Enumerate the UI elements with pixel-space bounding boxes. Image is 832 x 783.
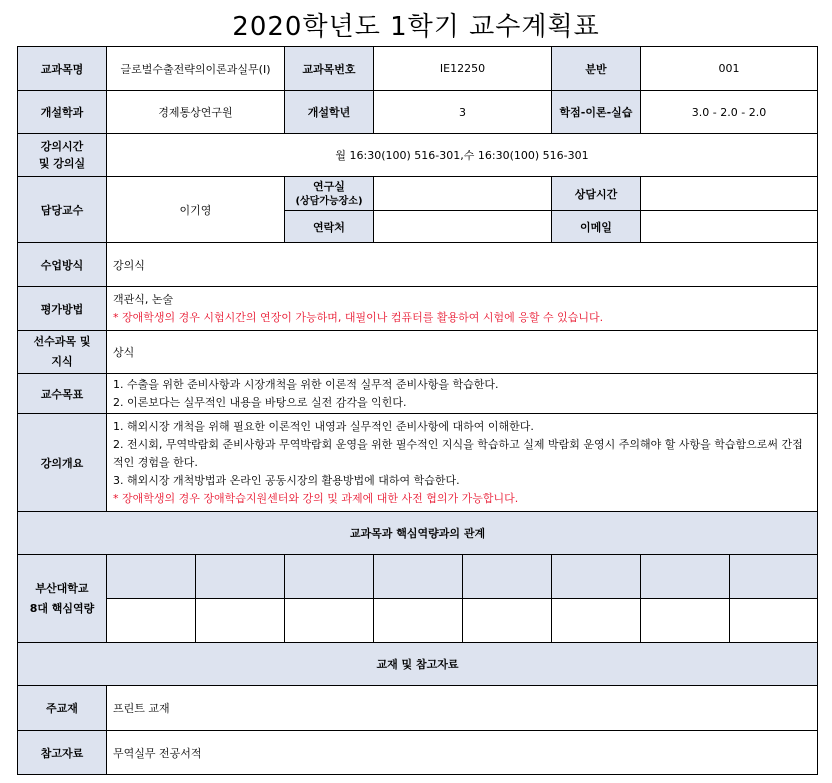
consult-hours-label: 상담시간 (552, 177, 641, 211)
section-value: 001 (641, 47, 818, 91)
core-competency-label: 부산대학교 8대 핵심역량 (18, 555, 107, 643)
credit-value: 3.0 - 2.0 - 2.0 (641, 91, 818, 134)
materials-section-title: 교재 및 참고자료 (18, 643, 818, 686)
teaching-goal-cell (107, 374, 818, 414)
professor-label: 담당교수 (18, 177, 107, 243)
competency-value-cell (107, 599, 196, 643)
prerequisite-value: 상식 (107, 331, 818, 374)
course-name-value: 글로벌수출전략의이론과실무(Ⅰ) (107, 47, 285, 91)
course-overview-line: 2. 전시회, 무역박람회 준비사항과 무역박람회 운영을 위한 필수적인 지식을 학습하고 실제 박람회 운영시 주의해야 할 사항을 학습함으로써 간접적인 경험을 한다. (113, 437, 803, 469)
teaching-goal-label: 교수목표 (18, 374, 107, 414)
competency-header-cell (552, 555, 641, 599)
evaluation-value: 객관식, 논술 (113, 292, 174, 306)
consult-hours-value (641, 177, 818, 211)
competency-value-cell (374, 599, 463, 643)
competency-header-cell (463, 555, 552, 599)
office-label (285, 177, 374, 211)
prerequisite-label: 선수과목 및 지식 (18, 331, 107, 374)
department-label: 개설학과 (18, 91, 107, 134)
course-code-value: IE12250 (374, 47, 552, 91)
main-textbook-label: 주교재 (18, 686, 107, 731)
competency-header-cell (641, 555, 730, 599)
evaluation-accessibility-note: * 장애학생의 경우 시험시간의 연장이 가능하며, 대필이나 컴퓨터를 활용하여 시험에 응할 수 있습니다. (113, 310, 604, 324)
competency-value-cell (196, 599, 285, 643)
competency-header-cell (107, 555, 196, 599)
office-label-main: 연구실 (313, 179, 345, 193)
email-label: 이메일 (552, 211, 641, 243)
competency-value-cell (463, 599, 552, 643)
competency-header-cell (374, 555, 463, 599)
course-overview-accessibility-note: * 장애학생의 경우 장애학습지원센터와 강의 및 과제에 대한 사전 협의가 가능합니다. (113, 491, 519, 505)
year-label: 개설학년 (285, 91, 374, 134)
year-value: 3 (374, 91, 552, 134)
teaching-method-label: 수업방식 (18, 243, 107, 287)
department-value: 경제통상연구원 (107, 91, 285, 134)
course-name-label: 교과목명 (18, 47, 107, 91)
contact-value (374, 211, 552, 243)
email-value (641, 211, 818, 243)
competency-value-cell (641, 599, 730, 643)
teaching-goal-line: 1. 수출을 위한 준비사항과 시장개척을 위한 이론적 실무적 준비사항을 학습한다. (113, 377, 499, 391)
competency-section-title: 교과목과 핵심역량과의 관계 (18, 512, 818, 555)
competency-value-cell (285, 599, 374, 643)
competency-header-cell (285, 555, 374, 599)
page-title: 2020학년도 1학기 교수계획표 (232, 12, 600, 42)
references-label: 참고자료 (18, 731, 107, 775)
competency-header-cell (730, 555, 818, 599)
evaluation-label: 평가방법 (18, 287, 107, 331)
course-overview-label: 강의개요 (18, 414, 107, 512)
course-overview-line: 3. 해외시장 개척방법과 온라인 공동시장의 활용방법에 대하여 학습한다. (113, 473, 460, 487)
lecture-time-label: 강의시간 및 강의실 (18, 134, 107, 177)
teaching-goal-line: 2. 이론보다는 실무적인 내용을 바탕으로 실전 감각을 익힌다. (113, 395, 407, 409)
competency-value-cell (730, 599, 818, 643)
competency-value-cell (552, 599, 641, 643)
office-label-sub: (상담가능장소) (295, 195, 363, 207)
references-value: 무역실무 전공서적 (107, 731, 818, 775)
section-label: 분반 (552, 47, 641, 91)
main-textbook-value: 프린트 교재 (107, 686, 818, 731)
evaluation-cell (107, 287, 818, 331)
lecture-time-value: 월 16:30(100) 516-301,수 16:30(100) 516-301 (107, 134, 818, 177)
course-overview-cell (107, 414, 818, 512)
professor-name: 이기영 (107, 177, 285, 243)
credit-label: 학점-이론-실습 (552, 91, 641, 134)
teaching-method-value: 강의식 (107, 243, 818, 287)
competency-header-cell (196, 555, 285, 599)
contact-label: 연락처 (285, 211, 374, 243)
course-overview-line: 1. 해외시장 개척을 위해 필요한 이론적인 내영과 실무적인 준비사항에 대하여 이해한다. (113, 419, 534, 433)
course-code-label: 교과목번호 (285, 47, 374, 91)
office-value (374, 177, 552, 211)
syllabus-table (17, 46, 818, 775)
